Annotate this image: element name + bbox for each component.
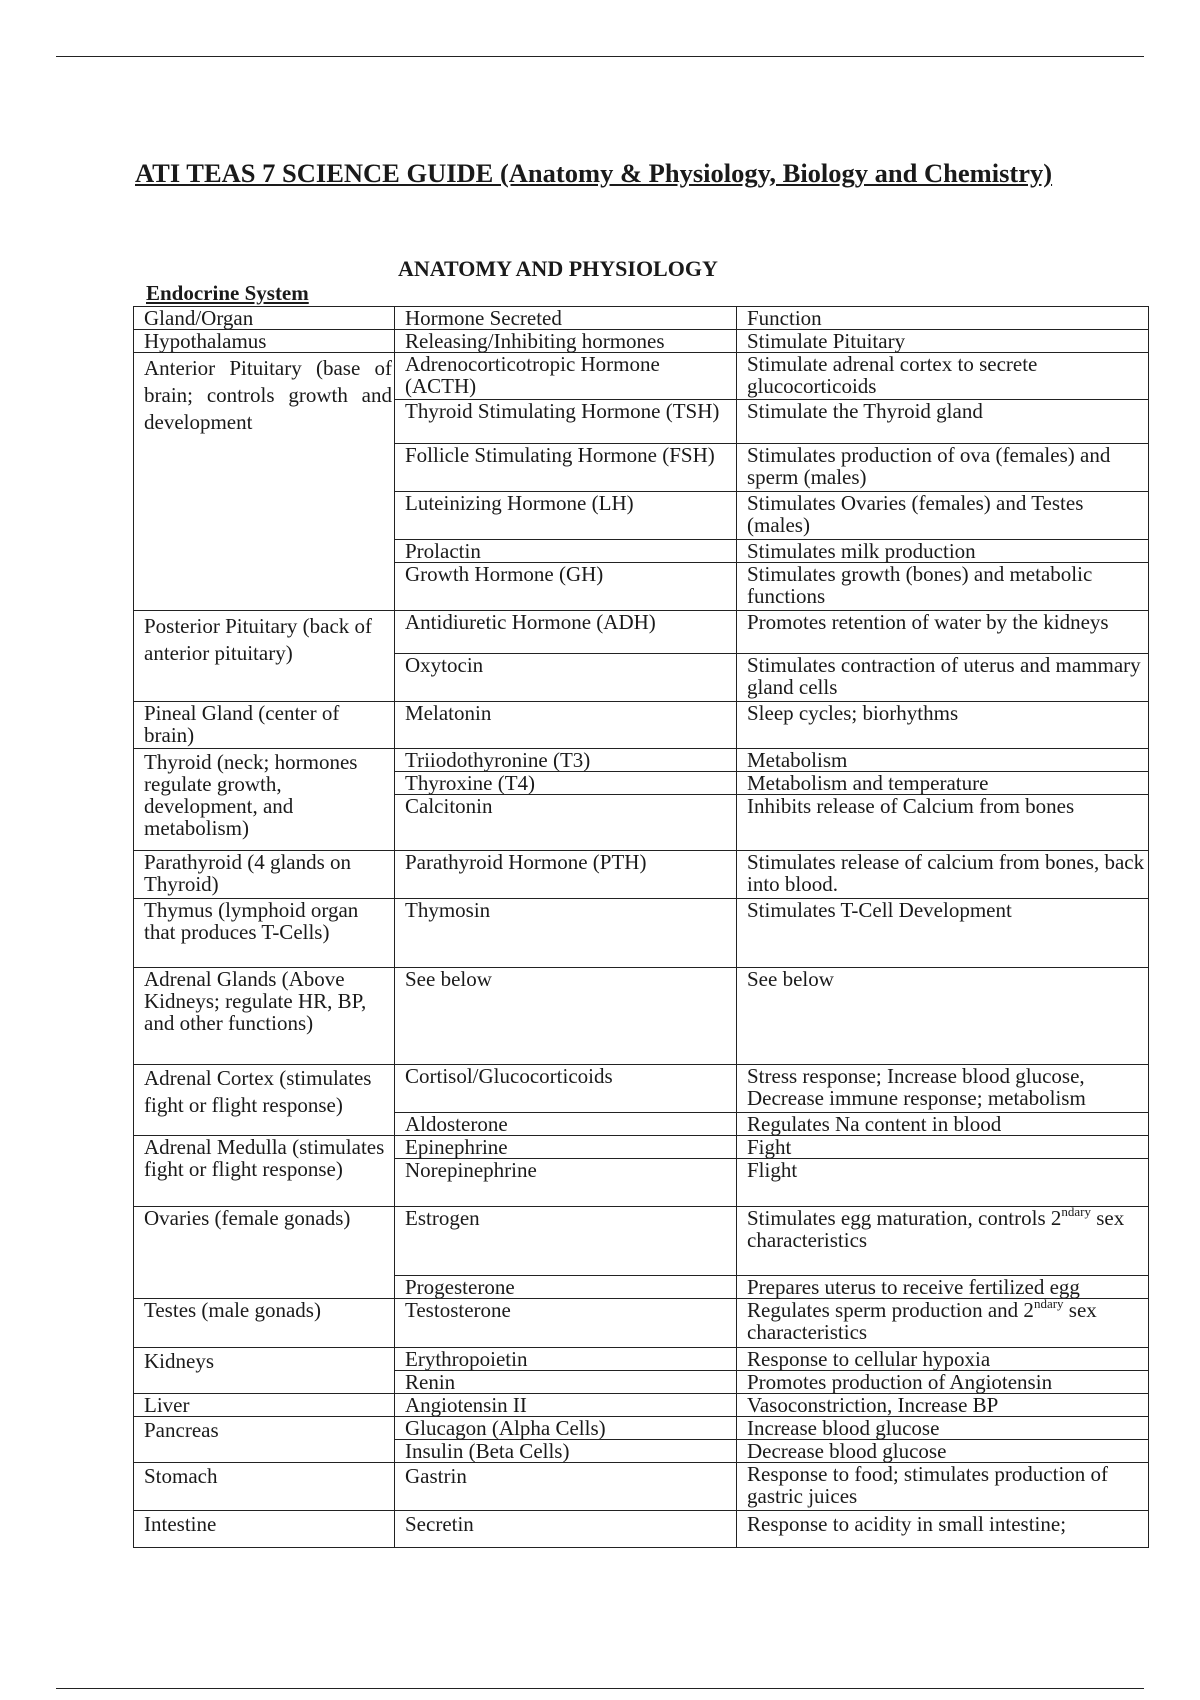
table-row (134, 1207, 1149, 1276)
function-cell: Stress response; Increase blood glucose, Decrease immune response; metabolism (737, 1065, 1149, 1113)
function-cell: Regulates Na content in blood (737, 1113, 1149, 1136)
function-cell (737, 1204, 1149, 1276)
hormone-cell: Luteinizing Hormone (LH) (395, 492, 737, 540)
subsection-heading: Endocrine System (146, 281, 309, 305)
table-row (134, 353, 1149, 400)
table-row (134, 1348, 1149, 1371)
organ-cell: Adrenal Glands (Above Kidneys; regulate HR, BP, and other functions) (134, 968, 395, 1065)
hormone-cell: Secretin (395, 1511, 737, 1548)
function-text: sex characteristics (747, 1206, 1125, 1252)
top-rule (56, 56, 1144, 57)
hormone-cell: Follicle Stimulating Hormone (FSH) (395, 444, 737, 492)
section-heading: ANATOMY AND PHYSIOLOGY (398, 256, 718, 281)
hormone-cell: Adrenocorticotropic Hormone (ACTH) (395, 353, 737, 400)
hormone-cell: Thyroid Stimulating Hormone (TSH) (395, 400, 737, 444)
table-row (134, 1136, 1149, 1159)
function-superscript: ndary (1033, 1296, 1064, 1311)
organ-cell: Pineal Gland (center of brain) (134, 702, 395, 749)
organ-cell: Pancreas (134, 1417, 395, 1463)
hormone-cell: Angiotensin II (395, 1394, 737, 1417)
function-cell: Sleep cycles; biorhythms (737, 702, 1149, 749)
function-cell: Flight (737, 1159, 1149, 1207)
hormone-cell: Norepinephrine (395, 1159, 737, 1207)
hormone-cell: Erythropoietin (395, 1348, 737, 1371)
hormone-cell: Gastrin (395, 1463, 737, 1511)
header-function: Function (737, 307, 1149, 330)
function-cell: Response to cellular hypoxia (737, 1348, 1149, 1371)
function-cell: Inhibits release of Calcium from bones (737, 795, 1149, 851)
organ-cell: Kidneys (134, 1348, 395, 1394)
table-row (134, 749, 1149, 772)
function-cell: Fight (737, 1136, 1149, 1159)
hormone-cell: Glucagon (Alpha Cells) (395, 1417, 737, 1440)
table-row (134, 1463, 1149, 1511)
function-cell: Stimulates contraction of uterus and mammary gland cells (737, 654, 1149, 702)
organ-cell: Stomach (134, 1463, 395, 1511)
table-row (134, 330, 1149, 353)
table-row (134, 1299, 1149, 1348)
hormone-cell: Triiodothyronine (T3) (395, 749, 737, 772)
function-cell: Stimulates release of calcium from bones, back into blood. (737, 851, 1149, 899)
hormone-cell: Thyroxine (T4) (395, 772, 737, 795)
organ-cell: Adrenal Cortex (stimulates fight or flight response) (134, 1065, 395, 1136)
table-header-row (134, 307, 1149, 330)
function-cell: Increase blood glucose (737, 1417, 1149, 1440)
function-cell: Stimulates milk production (737, 540, 1149, 563)
table-row (134, 702, 1149, 749)
function-cell: Decrease blood glucose (737, 1440, 1149, 1463)
organ-cell: Parathyroid (4 glands on Thyroid) (134, 851, 395, 899)
organ-cell: Hypothalamus (134, 330, 395, 353)
function-cell: Stimulate adrenal cortex to secrete glucocorticoids (737, 353, 1149, 400)
function-cell: Prepares uterus to receive fertilized egg (737, 1276, 1149, 1299)
hormone-cell: Progesterone (395, 1276, 737, 1299)
function-cell: Stimulate Pituitary (737, 330, 1149, 353)
function-cell: See below (737, 968, 1149, 1065)
hormone-cell: Epinephrine (395, 1136, 737, 1159)
table-row (134, 1065, 1149, 1113)
organ-cell: Intestine (134, 1511, 395, 1548)
hormone-cell: See below (395, 968, 737, 1065)
function-cell: Stimulates Ovaries (females) and Testes (males) (737, 492, 1149, 540)
function-cell: Response to food; stimulates production of gastric juices (737, 1463, 1149, 1511)
endocrine-table (133, 306, 1149, 1548)
hormone-cell: Melatonin (395, 702, 737, 749)
table-row (134, 1394, 1149, 1417)
table-row (134, 968, 1149, 1065)
hormone-cell: Antidiuretic Hormone (ADH) (395, 611, 737, 654)
function-cell: Response to acidity in small intestine; (737, 1511, 1149, 1548)
hormone-cell: Thymosin (395, 899, 737, 968)
function-text: Stimulates egg maturation, controls 2 (747, 1206, 1062, 1230)
hormone-cell: Parathyroid Hormone (PTH) (395, 851, 737, 899)
organ-cell: Anterior Pituitary (base of brain; controls growth and development (134, 353, 395, 611)
organ-cell: Thymus (lymphoid organ that produces T-Cells) (134, 899, 395, 968)
function-cell: Stimulates T-Cell Development (737, 899, 1149, 968)
table-row (134, 1417, 1149, 1440)
hormone-cell: Renin (395, 1371, 737, 1394)
header-hormone-secreted: Hormone Secreted (395, 307, 737, 330)
function-text: Regulates sperm production and 2 (747, 1298, 1034, 1322)
function-cell (737, 1296, 1149, 1348)
function-cell: Vasoconstriction, Increase BP (737, 1394, 1149, 1417)
function-cell: Stimulates production of ova (females) and sperm (males) (737, 444, 1149, 492)
function-superscript: ndary (1061, 1204, 1091, 1219)
table-row (134, 611, 1149, 654)
hormone-cell: Aldosterone (395, 1113, 737, 1136)
organ-cell: Ovaries (female gonads) (134, 1207, 395, 1299)
function-cell: Metabolism and temperature (737, 772, 1149, 795)
organ-cell: Adrenal Medulla (stimulates fight or flight response) (134, 1136, 395, 1207)
hormone-cell: Releasing/Inhibiting hormones (395, 330, 737, 353)
organ-cell: Liver (134, 1394, 395, 1417)
hormone-cell: Estrogen (395, 1207, 737, 1276)
hormone-cell: Oxytocin (395, 654, 737, 702)
organ-cell: Thyroid (neck; hormones regulate growth, development, and metabolism) (134, 749, 395, 851)
function-cell: Stimulates growth (bones) and metabolic functions (737, 563, 1149, 611)
function-cell: Stimulate the Thyroid gland (737, 400, 1149, 444)
bottom-rule (56, 1688, 1144, 1689)
hormone-cell: Insulin (Beta Cells) (395, 1440, 737, 1463)
organ-cell: Posterior Pituitary (back of anterior pituitary) (134, 611, 395, 702)
table-row (134, 1511, 1149, 1548)
header-gland-organ: Gland/Organ (134, 307, 395, 330)
hormone-cell: Testosterone (395, 1299, 737, 1348)
function-cell: Metabolism (737, 749, 1149, 772)
hormone-cell: Prolactin (395, 540, 737, 563)
table-row (134, 851, 1149, 899)
table-row (134, 899, 1149, 968)
function-cell: Promotes production of Angiotensin (737, 1371, 1149, 1394)
document-title: ATI TEAS 7 SCIENCE GUIDE (Anatomy & Physiology, Biology and Chemistry) (135, 158, 1053, 188)
function-text: sex characteristics (747, 1298, 1097, 1344)
hormone-cell: Cortisol/Glucocorticoids (395, 1065, 737, 1113)
hormone-cell: Calcitonin (395, 795, 737, 851)
function-cell: Promotes retention of water by the kidneys (737, 611, 1149, 654)
hormone-cell: Growth Hormone (GH) (395, 563, 737, 611)
organ-cell: Testes (male gonads) (134, 1299, 395, 1348)
